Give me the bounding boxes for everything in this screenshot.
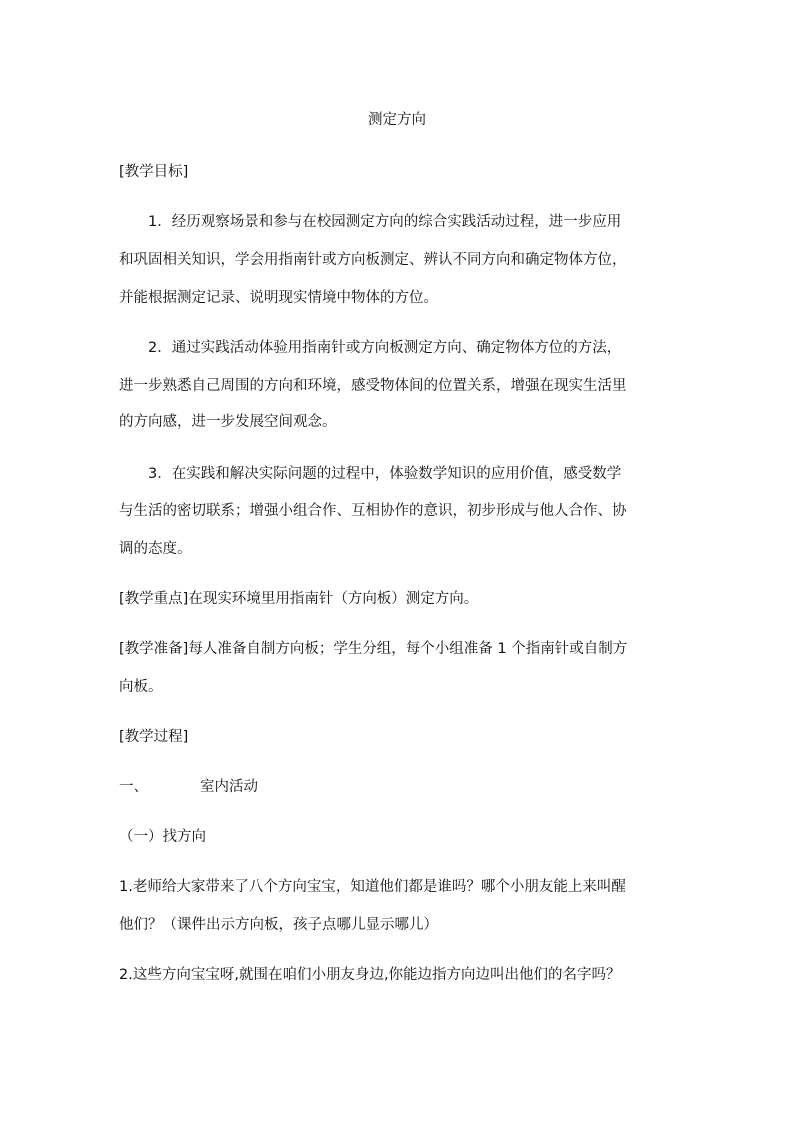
page-title: 测定方向 xyxy=(368,112,426,128)
objectives-heading: [教学目标] xyxy=(119,164,189,180)
section-1-label: 室内活动 xyxy=(200,779,258,795)
key-point: [教学重点]在现实环境里用指南针（方向板）测定方向。 xyxy=(119,591,479,607)
objective-1-line-1: 1．经历观察场景和参与在校园测定方向的综合实践活动过程，进一步应用 xyxy=(148,214,622,230)
item-1-line-1: 1.老师给大家带来了八个方向宝宝，知道他们都是谁吗？哪个小朋友能上来叫醒 xyxy=(119,879,626,895)
section-1-number: 一、 xyxy=(119,779,148,795)
objective-3-line-2: 与生活的密切联系；增强小组合作、互相协作的意识，初步形成与他人合作、协 xyxy=(119,503,627,519)
objective-2-line-2: 进一步熟悉自己周围的方向和环境，感受物体间的位置关系，增强在现实生活里 xyxy=(119,378,627,394)
subsection-1-heading: （一）找方向 xyxy=(119,829,206,845)
preparation-line-1: [教学准备]每人准备自制方向板；学生分组，每个小组准备 1 个指南针或自制方 xyxy=(119,641,628,657)
section-1-heading xyxy=(119,777,258,797)
process-heading: [教学过程] xyxy=(119,729,189,745)
item-1-line-2: 他们？（课件出示方向板，孩子点哪儿显示哪儿） xyxy=(119,917,438,933)
objective-1-line-2: 和巩固相关知识，学会用指南针或方向板测定、辨认不同方向和确定物体方位， xyxy=(119,252,627,268)
objective-1-line-3: 并能根据测定记录、说明现实情境中物体的方位。 xyxy=(119,290,438,306)
preparation-line-2: 向板。 xyxy=(119,679,163,695)
objective-2-line-1: 2．通过实践活动体验用指南针或方向板测定方向、确定物体方位的方法， xyxy=(148,340,622,356)
objective-3-line-1: 3．在实践和解决实际问题的过程中，体验数学知识的应用价值，感受数学 xyxy=(148,466,622,482)
objective-3-line-3: 调的态度。 xyxy=(119,541,192,557)
objective-2-line-3: 的方向感，进一步发展空间观念。 xyxy=(119,414,337,430)
item-2-line-1: 2.这些方向宝宝呀,就围在咱们小朋友身边,你能边指方向边叫出他们的名字吗？ xyxy=(119,967,621,983)
